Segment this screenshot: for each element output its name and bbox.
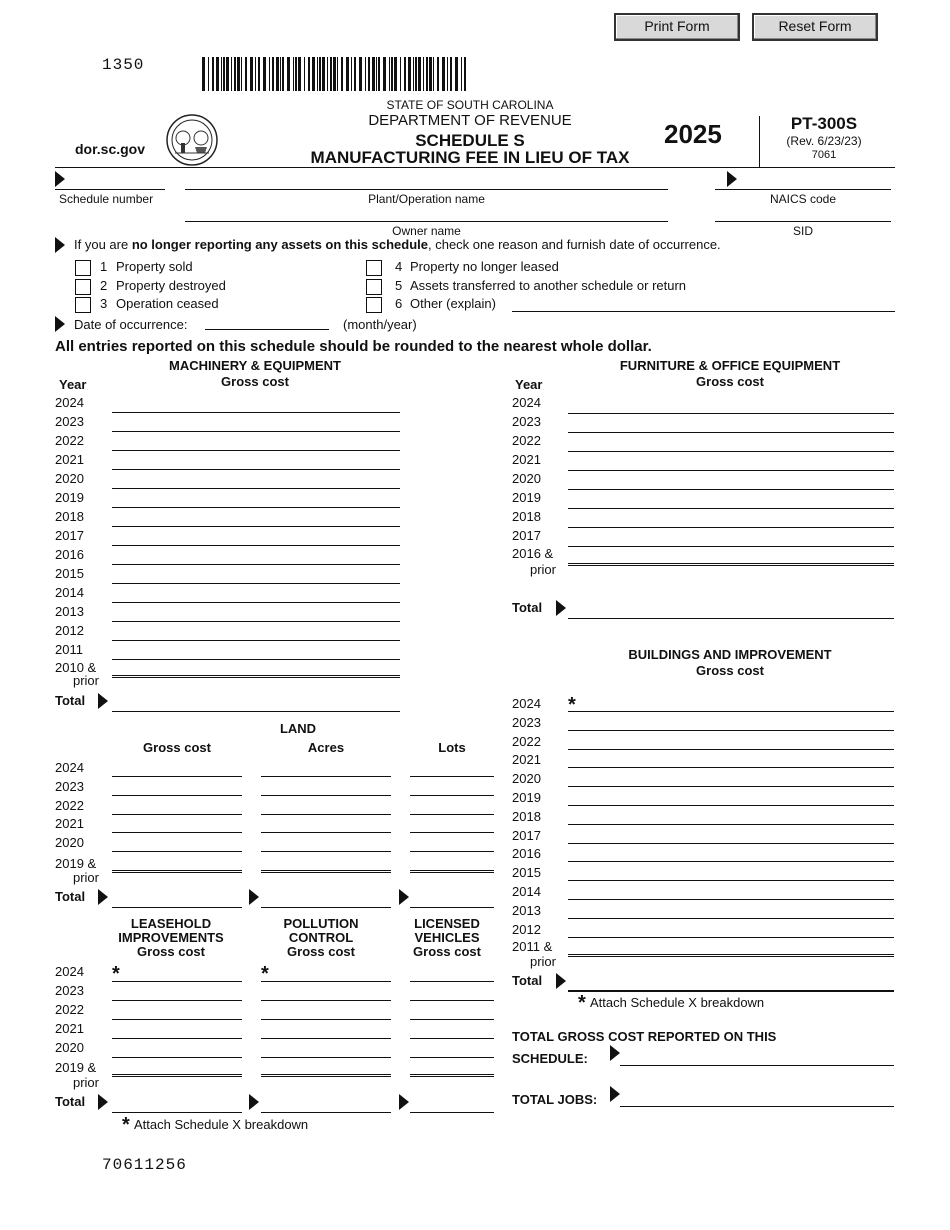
checkbox-other[interactable] bbox=[366, 297, 382, 313]
buildings-year: 2013 bbox=[512, 902, 541, 918]
land-gross-input[interactable] bbox=[112, 776, 242, 777]
buildings-input[interactable] bbox=[568, 786, 894, 787]
header-divider bbox=[759, 116, 760, 168]
machinery-year-header: Year bbox=[59, 377, 87, 392]
arrow-icon bbox=[55, 237, 65, 253]
machinery-year: 2017 bbox=[55, 528, 84, 543]
machinery-input[interactable] bbox=[112, 412, 400, 413]
buildings-year: 2012 bbox=[512, 921, 541, 937]
checkbox-property-destroyed[interactable] bbox=[75, 279, 91, 295]
land-year: 2021 bbox=[55, 816, 84, 832]
land-acres-input[interactable] bbox=[261, 832, 391, 833]
leasehold-total-input[interactable] bbox=[112, 1112, 242, 1113]
schedule-number-label: Schedule number bbox=[59, 192, 154, 206]
total-jobs-label: TOTAL JOBS: bbox=[512, 1092, 598, 1107]
buildings-year: 2018 bbox=[512, 808, 541, 824]
machinery-year: 2015 bbox=[55, 566, 84, 581]
machinery-total-input[interactable] bbox=[112, 711, 400, 712]
machinery-year: 2011 bbox=[55, 642, 83, 657]
vehicles-input[interactable] bbox=[410, 1019, 494, 1020]
pollution-total-input[interactable] bbox=[261, 1112, 391, 1113]
arrow-icon bbox=[55, 316, 65, 332]
reason-label: Other (explain) bbox=[410, 296, 496, 311]
reason-label: Assets transferred to another schedule or return bbox=[410, 278, 687, 293]
pollution-input[interactable] bbox=[261, 981, 391, 982]
furniture-input[interactable] bbox=[568, 451, 894, 452]
owner-name-label: Owner name bbox=[392, 224, 461, 238]
lower-year: 2021 bbox=[55, 1021, 84, 1036]
furniture-year: 2017 bbox=[512, 528, 541, 543]
vehicles-input-prior[interactable] bbox=[410, 1074, 494, 1077]
buildings-input[interactable] bbox=[568, 861, 894, 862]
arrow-icon bbox=[249, 889, 259, 905]
land-col-gross: Gross cost bbox=[143, 740, 211, 755]
furniture-input[interactable] bbox=[568, 489, 894, 490]
reason-label: Property destroyed bbox=[116, 278, 226, 293]
buildings-input[interactable] bbox=[568, 730, 894, 731]
furniture-input[interactable] bbox=[568, 470, 894, 471]
machinery-last-year: 2010 & bbox=[55, 660, 97, 675]
furniture-year: 2022 bbox=[512, 433, 541, 448]
date-occurrence-label: Date of occurrence: bbox=[74, 317, 188, 332]
arrow-icon bbox=[55, 171, 65, 187]
plant-name-label: Plant/Operation name bbox=[368, 192, 485, 206]
reason-label: Operation ceased bbox=[116, 296, 219, 311]
checkbox-property-sold[interactable] bbox=[75, 260, 91, 276]
leasehold-header: LEASEHOLD IMPROVEMENTS Gross cost bbox=[118, 916, 224, 959]
leasehold-input-prior[interactable] bbox=[112, 1074, 242, 1077]
land-lots-input-prior[interactable] bbox=[410, 870, 494, 873]
machinery-year: 2024 bbox=[55, 395, 84, 410]
buildings-input[interactable] bbox=[568, 805, 894, 806]
machinery-year: 2023 bbox=[55, 414, 84, 429]
furniture-year: 2021 bbox=[512, 452, 541, 467]
furniture-input[interactable] bbox=[568, 432, 894, 433]
tax-year: 2025 bbox=[664, 119, 722, 149]
reason-num: 3 bbox=[100, 296, 108, 311]
checkbox-operation-ceased[interactable] bbox=[75, 297, 91, 313]
land-gross-input-prior[interactable] bbox=[112, 870, 242, 873]
vehicles-input[interactable] bbox=[410, 1000, 494, 1001]
department-name: DEPARTMENT OF REVENUE bbox=[368, 112, 572, 129]
schedule-number-input[interactable] bbox=[55, 189, 165, 190]
buildings-input[interactable] bbox=[568, 767, 894, 768]
furniture-year: 2020 bbox=[512, 471, 541, 486]
furniture-total-label: Total bbox=[512, 600, 543, 615]
reason-num: 2 bbox=[100, 278, 108, 293]
furniture-year: 2019 bbox=[512, 490, 541, 505]
vehicles-header: LICENSED VEHICLES Gross cost bbox=[413, 916, 481, 959]
buildings-attach-note: Attach Schedule X breakdown bbox=[590, 995, 765, 1010]
machinery-year: 2012 bbox=[55, 623, 84, 638]
land-year: 2024 bbox=[55, 760, 84, 775]
form-number: PT-300S bbox=[790, 114, 858, 133]
lower-total-label: Total bbox=[55, 1094, 86, 1109]
buildings-input[interactable] bbox=[568, 824, 894, 825]
buildings-total-input[interactable] bbox=[568, 990, 894, 992]
form-code: 7061 bbox=[811, 149, 837, 161]
buildings-input[interactable] bbox=[568, 937, 894, 938]
state-seal-icon bbox=[165, 113, 219, 167]
checkbox-no-longer-leased[interactable] bbox=[366, 260, 382, 276]
land-last-year: 2019 & bbox=[55, 856, 97, 871]
buildings-title: BUILDINGS AND IMPROVEMENT bbox=[628, 647, 832, 662]
buildings-subtitle: Gross cost bbox=[696, 663, 764, 678]
furniture-last-prior: prior bbox=[529, 562, 556, 577]
buildings-input[interactable] bbox=[568, 749, 894, 750]
vehicles-input[interactable] bbox=[410, 1038, 494, 1039]
buildings-input[interactable] bbox=[568, 918, 894, 919]
website: dor.sc.gov bbox=[75, 141, 146, 157]
asterisk-mark: * bbox=[261, 963, 269, 985]
leasehold-input[interactable] bbox=[112, 1000, 242, 1001]
machinery-input[interactable] bbox=[112, 564, 400, 565]
date-format-hint: (month/year) bbox=[343, 317, 417, 332]
date-occurrence-input[interactable] bbox=[205, 329, 329, 330]
pollution-header: POLLUTION CONTROL Gross cost bbox=[283, 916, 359, 959]
land-acres-input-prior[interactable] bbox=[261, 870, 391, 873]
land-lots-input[interactable] bbox=[410, 795, 494, 796]
arrow-icon bbox=[727, 171, 737, 187]
pollution-input[interactable] bbox=[261, 1000, 391, 1001]
pollution-input[interactable] bbox=[261, 1038, 391, 1039]
buildings-year: 2023 bbox=[512, 714, 541, 730]
machinery-year: 2014 bbox=[55, 585, 84, 600]
leasehold-input[interactable] bbox=[112, 1057, 242, 1058]
lower-attach-note: Attach Schedule X breakdown bbox=[134, 1117, 309, 1132]
asterisk-mark: * bbox=[112, 963, 120, 985]
buildings-input[interactable] bbox=[568, 899, 894, 900]
buildings-input[interactable] bbox=[568, 843, 894, 844]
furniture-last-year: 2016 & bbox=[512, 546, 554, 561]
buildings-year: 2022 bbox=[512, 733, 541, 749]
machinery-year: 2019 bbox=[55, 490, 84, 505]
machinery-input[interactable] bbox=[112, 526, 400, 527]
footer-code: 70611256 bbox=[102, 1156, 187, 1174]
machinery-input[interactable] bbox=[112, 659, 400, 660]
land-col-acres: Acres bbox=[307, 740, 345, 755]
asterisk-mark: * bbox=[568, 694, 576, 716]
form-title: MANUFACTURING FEE IN LIEU OF TAX bbox=[310, 148, 630, 167]
machinery-input[interactable] bbox=[112, 507, 400, 508]
machinery-year: 2018 bbox=[55, 509, 84, 524]
machinery-subtitle: Gross cost bbox=[221, 374, 289, 389]
asterisk-mark: * bbox=[578, 992, 586, 1014]
lower-last-year: 2019 & bbox=[55, 1060, 97, 1075]
land-gross-input[interactable] bbox=[112, 795, 242, 796]
machinery-year: 2022 bbox=[55, 433, 84, 448]
header-rule bbox=[55, 167, 895, 168]
land-lots-input[interactable] bbox=[410, 814, 494, 815]
land-total-label: Total bbox=[55, 889, 86, 904]
print-form-button[interactable]: Print Form bbox=[614, 13, 740, 41]
form-revision: (Rev. 6/23/23) bbox=[786, 134, 862, 148]
land-lots-total-input[interactable] bbox=[410, 907, 494, 908]
lower-year: 2023 bbox=[55, 983, 84, 998]
land-col-lots: Lots bbox=[438, 740, 466, 755]
machinery-input[interactable] bbox=[112, 621, 400, 622]
land-lots-input[interactable] bbox=[410, 776, 494, 777]
total-gross-label: TOTAL GROSS COST REPORTED ON THIS bbox=[512, 1029, 777, 1044]
machinery-input[interactable] bbox=[112, 469, 400, 470]
state-name: STATE OF SOUTH CAROLINA bbox=[386, 98, 554, 112]
buildings-year: 2014 bbox=[512, 884, 541, 899]
asterisk-mark: * bbox=[122, 1114, 130, 1136]
buildings-total-label: Total bbox=[512, 973, 543, 988]
other-explain-input[interactable] bbox=[512, 311, 895, 312]
buildings-last-prior: prior bbox=[529, 954, 556, 969]
furniture-input[interactable] bbox=[568, 413, 894, 414]
lower-year: 2024 bbox=[55, 964, 84, 979]
arrow-icon bbox=[98, 889, 108, 905]
buildings-input[interactable] bbox=[568, 711, 894, 712]
buildings-input-prior[interactable] bbox=[568, 954, 894, 957]
plant-name-input[interactable] bbox=[185, 189, 668, 190]
pollution-input[interactable] bbox=[261, 1057, 391, 1058]
reason-label: Property sold bbox=[116, 259, 193, 274]
machinery-input[interactable] bbox=[112, 640, 400, 641]
arrow-icon bbox=[610, 1086, 620, 1102]
furniture-title: FURNITURE & OFFICE EQUIPMENT bbox=[619, 358, 841, 373]
buildings-year: 2021 bbox=[512, 752, 541, 768]
furniture-year: 2024 bbox=[512, 395, 541, 410]
vehicles-input[interactable] bbox=[410, 1057, 494, 1058]
vehicles-total-input[interactable] bbox=[410, 1112, 494, 1113]
lower-year: 2022 bbox=[55, 1002, 84, 1017]
machinery-input[interactable] bbox=[112, 450, 400, 451]
furniture-input[interactable] bbox=[568, 508, 894, 509]
total-jobs-input[interactable] bbox=[620, 1106, 894, 1107]
land-gross-input[interactable] bbox=[112, 851, 242, 852]
naics-label: NAICS code bbox=[769, 192, 837, 206]
furniture-subtitle: Gross cost bbox=[696, 374, 764, 389]
form-id: 1350 bbox=[102, 56, 145, 74]
buildings-year: 2016 bbox=[512, 846, 541, 862]
land-lots-input[interactable] bbox=[410, 832, 494, 833]
machinery-year: 2021 bbox=[55, 452, 84, 467]
machinery-input[interactable] bbox=[112, 488, 400, 489]
barcode bbox=[200, 57, 468, 91]
machinery-input[interactable] bbox=[112, 545, 400, 546]
machinery-input[interactable] bbox=[112, 583, 400, 584]
machinery-year: 2013 bbox=[55, 604, 84, 619]
arrow-icon bbox=[249, 1094, 259, 1110]
land-gross-input[interactable] bbox=[112, 832, 242, 833]
arrow-icon bbox=[556, 973, 566, 989]
land-acres-total-input[interactable] bbox=[261, 907, 391, 908]
buildings-year: 2019 bbox=[512, 790, 541, 805]
land-year: 2023 bbox=[55, 778, 84, 794]
leasehold-input[interactable] bbox=[112, 1038, 242, 1039]
reporting-instructions: If you are no longer reporting any assets on this schedule, check one reason and furnish date of occurrence. bbox=[74, 237, 721, 252]
pollution-input-prior[interactable] bbox=[261, 1074, 391, 1077]
lower-year: 2020 bbox=[55, 1040, 84, 1055]
machinery-year: 2016 bbox=[55, 547, 84, 562]
schedule-title: SCHEDULE S bbox=[415, 131, 525, 150]
furniture-input-prior[interactable] bbox=[568, 563, 894, 566]
machinery-year: 2020 bbox=[55, 471, 84, 486]
pollution-input[interactable] bbox=[261, 1019, 391, 1020]
buildings-year: 2017 bbox=[512, 827, 541, 843]
machinery-input[interactable] bbox=[112, 602, 400, 603]
total-gross-input[interactable] bbox=[620, 1065, 894, 1066]
buildings-year: 2015 bbox=[512, 865, 541, 881]
arrow-icon bbox=[98, 1094, 108, 1110]
reset-form-button[interactable]: Reset Form bbox=[752, 13, 878, 41]
leasehold-input[interactable] bbox=[112, 1019, 242, 1020]
machinery-input-prior[interactable] bbox=[112, 675, 400, 678]
arrow-icon bbox=[399, 889, 409, 905]
furniture-year: 2023 bbox=[512, 414, 541, 429]
arrow-icon bbox=[610, 1045, 620, 1061]
furniture-input[interactable] bbox=[568, 546, 894, 547]
reason-num: 6 bbox=[395, 296, 403, 311]
land-title: LAND bbox=[279, 721, 317, 736]
land-year: 2022 bbox=[55, 797, 84, 813]
land-lots-input[interactable] bbox=[410, 851, 494, 852]
reason-num: 1 bbox=[100, 259, 108, 274]
total-gross-label-2: SCHEDULE: bbox=[512, 1051, 588, 1066]
buildings-year: 2020 bbox=[512, 771, 541, 787]
arrow-icon bbox=[98, 693, 108, 709]
naics-input[interactable] bbox=[715, 189, 891, 190]
owner-name-input[interactable] bbox=[185, 221, 668, 222]
land-acres-input[interactable] bbox=[261, 776, 391, 777]
buildings-last-year: 2011 & bbox=[512, 939, 553, 954]
rounding-note: All entries reported on this schedule should be rounded to the nearest whole dollar. bbox=[55, 338, 652, 355]
land-acres-input[interactable] bbox=[261, 795, 391, 796]
machinery-title: MACHINERY & EQUIPMENT bbox=[169, 358, 341, 373]
checkbox-assets-transferred[interactable] bbox=[366, 279, 382, 295]
lower-last-prior: prior bbox=[72, 1075, 99, 1090]
land-acres-input[interactable] bbox=[261, 814, 391, 815]
buildings-input[interactable] bbox=[568, 880, 894, 881]
machinery-total-label: Total bbox=[55, 693, 86, 708]
furniture-total-input[interactable] bbox=[568, 618, 894, 619]
reason-num: 5 bbox=[395, 278, 403, 293]
machinery-last-prior: prior bbox=[72, 673, 99, 688]
land-gross-total-input[interactable] bbox=[112, 907, 242, 908]
land-gross-input[interactable] bbox=[112, 814, 242, 815]
reason-label: Property no longer leased bbox=[410, 259, 559, 274]
furniture-year-header: Year bbox=[515, 377, 543, 392]
furniture-input[interactable] bbox=[568, 527, 894, 528]
reason-num: 4 bbox=[395, 259, 403, 274]
vehicles-input[interactable] bbox=[410, 981, 494, 982]
leasehold-input[interactable] bbox=[112, 981, 242, 982]
furniture-year: 2018 bbox=[512, 509, 541, 524]
buildings-year: 2024 bbox=[512, 696, 541, 711]
land-acres-input[interactable] bbox=[261, 851, 391, 852]
machinery-input[interactable] bbox=[112, 431, 400, 432]
arrow-icon bbox=[399, 1094, 409, 1110]
sid-label: SID bbox=[792, 224, 813, 238]
sid-input[interactable] bbox=[715, 221, 891, 222]
arrow-icon bbox=[556, 600, 566, 616]
land-last-prior: prior bbox=[72, 870, 99, 885]
land-year: 2020 bbox=[55, 835, 84, 851]
